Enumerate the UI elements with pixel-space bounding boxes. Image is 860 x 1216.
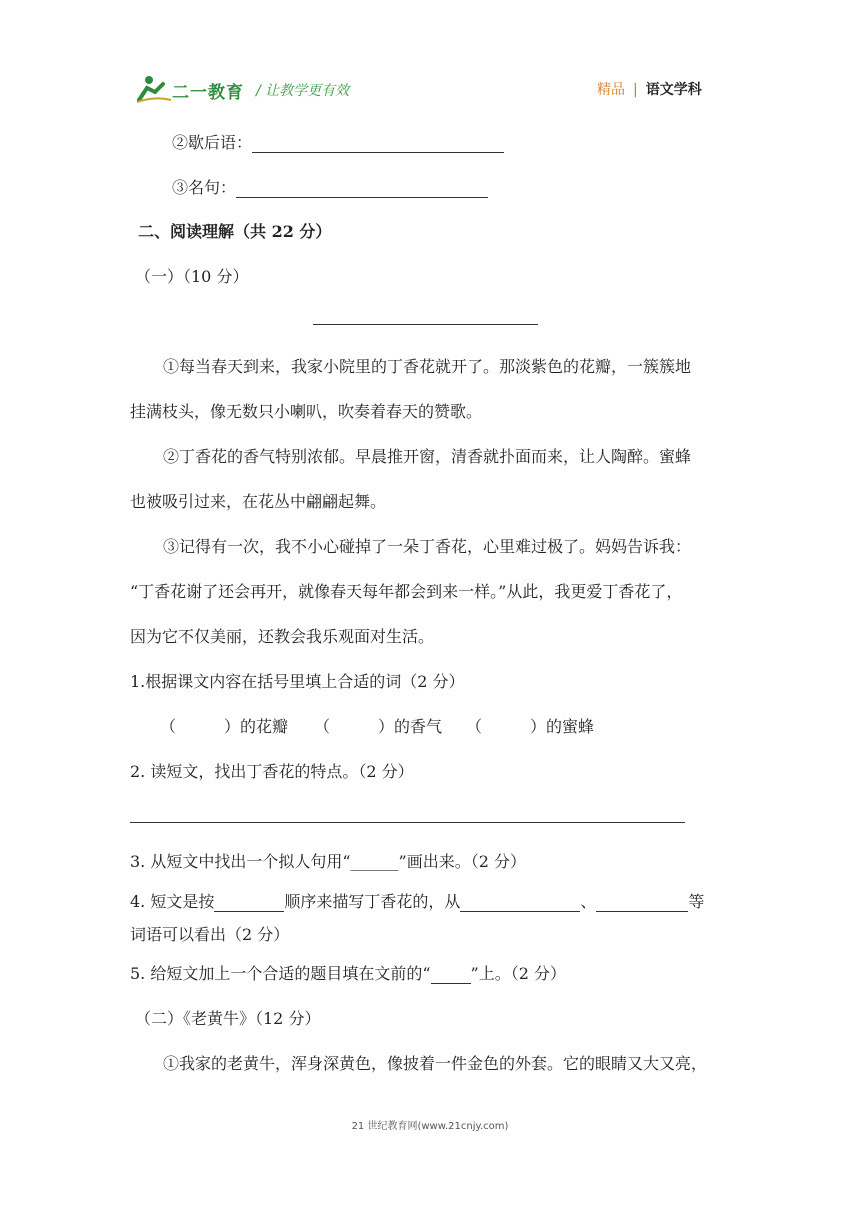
question-2: 2. 读短文，找出丁香花的特点。（2 分） [130,762,414,781]
q4-blank-word-1[interactable] [460,910,580,912]
q1-blank-b[interactable]: （ ）的香气 [314,717,443,736]
q1-blank-a[interactable]: （ ）的花瓣 [160,717,289,736]
q5-text-2: ”上。（2 分） [470,964,566,983]
para-3c: 因为它不仅美丽，还教会我乐观面对生活。 [130,627,435,646]
q4-text-4: 等 [688,892,705,911]
header-tags [597,79,702,99]
xiehouyu-line [172,130,504,153]
tag-premium: 精品 [597,82,625,98]
q4-text-1: 4. 短文是按 [130,892,215,911]
q1-blank-c[interactable]: （ ）的蜜蜂 [466,717,595,736]
question-5 [130,961,566,984]
mingju-line [172,175,488,198]
passage-title-blank[interactable] [313,324,538,325]
q4-blank-order[interactable] [214,910,284,912]
para-1a: ①每当春天到来，我家小院里的丁香花就开了。那淡紫色的花瓣，一簇簇地 [163,357,692,376]
part-two-title: （二）《老黄牛》（12 分） [135,1009,321,1028]
question-4 [130,889,704,912]
xiehouyu-blank[interactable] [252,151,504,153]
question-1: 1.根据课文内容在括号里填上合适的词（2 分） [130,672,465,691]
para-1b: 挂满枝头，像无数只小喇叭，吹奏着春天的赞歌。 [130,402,483,421]
mingju-label: ③名句： [172,178,237,197]
tag-subject: 语文学科 [645,82,702,98]
q5-blank[interactable] [431,982,471,984]
q5-text-1: 5. 给短文加上一个合适的题目填在文前的“ [130,964,431,983]
section-title: 二、阅读理解（共 22 分） [138,222,332,241]
para-2b: 也被吸引过来，在花丛中翩翩起舞。 [130,492,387,511]
para-4: ①我家的老黄牛，浑身深黄色，像披着一件金色的外套。它的眼睛又大又亮， [163,1054,708,1073]
footer: 21 世纪教育网(www.21cnjy.com) [351,1121,509,1132]
para-2a: ②丁香花的香气特别浓郁。早晨推开窗，清香就扑面而来，让人陶醉。蜜蜂 [163,447,692,466]
slogan: / 让教学更有效 [256,83,350,99]
xiehouyu-label: ②歇后语： [172,133,253,152]
q2-answer-line[interactable] [130,822,685,823]
q4-text-3: 、 [580,892,597,911]
mingju-blank[interactable] [236,196,488,198]
para-3b: “丁香花谢了还会再开，就像春天每年都会到来一样。”从此，我更爱丁香花了， [130,582,683,601]
para-3a: ③记得有一次，我不小心碰掉了一朵丁香花，心里难过极了。妈妈告诉我： [163,537,692,556]
q4-blank-word-2[interactable] [596,910,688,912]
question-4-cont: 词语可以看出（2 分） [130,925,290,944]
tag-separator: | [633,82,638,98]
part-one-title: （一）（10 分） [135,267,249,286]
q4-text-2: 顺序来描写丁香花的，从 [284,892,461,911]
logo-text: 二一教育 [172,83,244,103]
question-3: 3. 从短文中找出一个拟人句用“______”画出来。（2 分） [130,852,526,871]
